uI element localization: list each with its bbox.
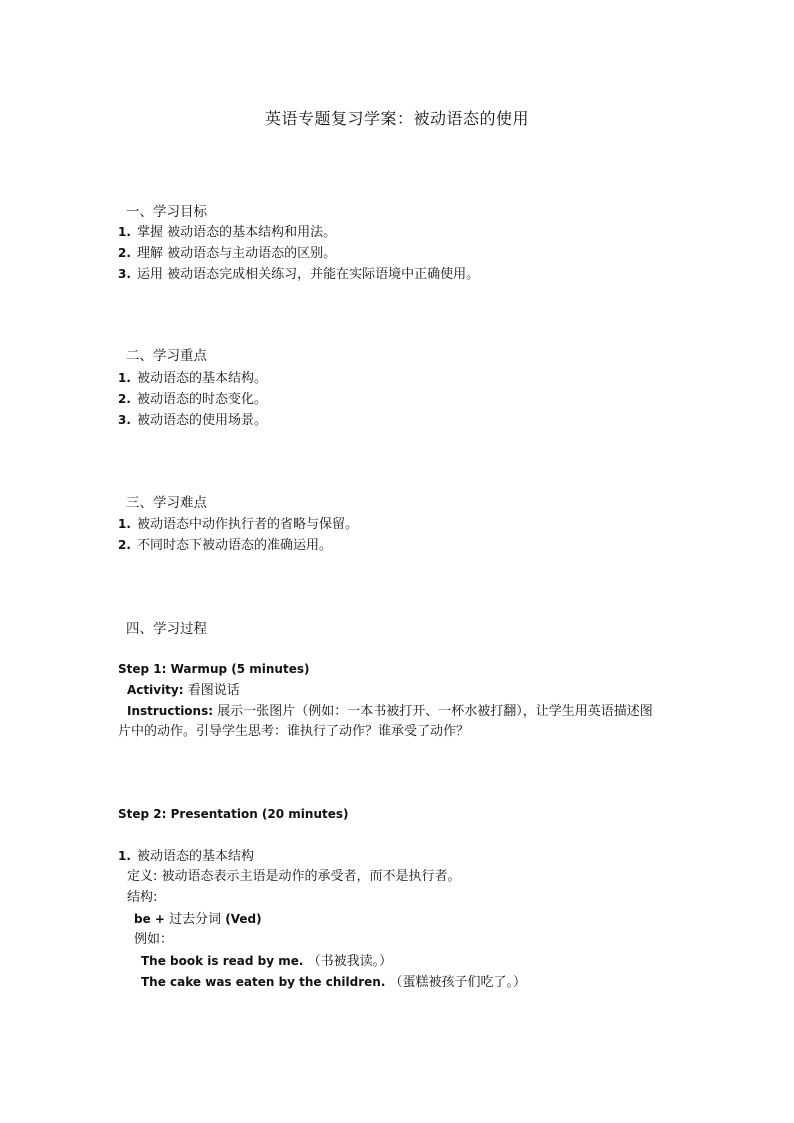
item-number: 1. bbox=[118, 849, 131, 863]
subheading-text: 被动语态的基本结构 bbox=[137, 849, 255, 864]
list-item bbox=[118, 222, 698, 243]
list-item bbox=[118, 243, 698, 264]
example-english: The book is read by me. bbox=[141, 954, 304, 968]
item-text: 不同时态下被动语态的准确运用。 bbox=[137, 538, 333, 553]
item-text: 理解 被动语态与主动语态的区别。 bbox=[137, 246, 337, 261]
item-number: 2. bbox=[118, 392, 131, 406]
item-number: 1. bbox=[118, 371, 131, 385]
example-label: 例如： bbox=[134, 932, 174, 947]
example-sentence bbox=[141, 972, 721, 993]
step2-title: Step 2: Presentation (20 minutes) bbox=[118, 807, 349, 821]
section-heading-difficulties: 三、学习难点 bbox=[126, 495, 207, 511]
section-heading-key-points: 二、学习重点 bbox=[126, 348, 207, 364]
item-text: 被动语态的时态变化。 bbox=[137, 392, 268, 407]
list-item bbox=[118, 535, 698, 556]
structure-formula bbox=[134, 909, 714, 930]
item-number: 2. bbox=[118, 246, 131, 260]
item-number: 1. bbox=[118, 517, 131, 531]
structure-label: 结构: bbox=[127, 890, 158, 905]
document-title: 英语专题复习学案：被动语态的使用 bbox=[264, 109, 529, 128]
example-sentence bbox=[141, 951, 721, 972]
instructions-continuation: 片中的动作。引导学生思考：谁执行了动作？谁承受了动作？ bbox=[118, 724, 470, 739]
example-chinese: （书被我读。） bbox=[307, 954, 393, 969]
step2-subheading bbox=[118, 846, 698, 867]
item-number: 2. bbox=[118, 538, 131, 552]
step1-activity bbox=[127, 680, 707, 701]
list-item bbox=[118, 389, 698, 410]
formula-ved: (Ved) bbox=[225, 912, 262, 926]
instructions-text: 展示一张图片（例如：一本书被打开、一杯水被打翻），让学生用英语描述图 bbox=[217, 704, 653, 719]
instructions-label: Instructions: bbox=[127, 704, 214, 718]
formula-past-participle: 过去分词 bbox=[169, 912, 222, 927]
section-heading-objectives: 一、学习目标 bbox=[126, 204, 207, 220]
activity-text: 看图说话 bbox=[187, 683, 240, 698]
list-item bbox=[118, 514, 698, 535]
list-item bbox=[118, 368, 698, 389]
example-chinese: （蛋糕被孩子们吃了。） bbox=[389, 975, 527, 990]
item-number: 1. bbox=[118, 225, 131, 239]
activity-label: Activity: bbox=[127, 683, 184, 697]
item-text: 被动语态中动作执行者的省略与保留。 bbox=[137, 517, 359, 532]
item-number: 3. bbox=[118, 413, 131, 427]
item-text: 运用 被动语态完成相关练习，并能在实际语境中正确使用。 bbox=[137, 267, 480, 282]
step1-title: Step 1: Warmup (5 minutes) bbox=[118, 662, 310, 676]
example-english: The cake was eaten by the children. bbox=[141, 975, 386, 989]
item-number: 3. bbox=[118, 267, 131, 281]
item-text: 掌握 被动语态的基本结构和用法。 bbox=[137, 225, 337, 240]
list-item bbox=[118, 264, 698, 285]
item-text: 被动语态的使用场景。 bbox=[137, 413, 268, 428]
definition-line: 定义: 被动语态表示主语是动作的承受者，而不是执行者。 bbox=[127, 869, 461, 884]
section-heading-process: 四、学习过程 bbox=[126, 621, 207, 637]
formula-be: be + bbox=[134, 912, 165, 926]
list-item bbox=[118, 410, 698, 431]
step1-instructions bbox=[127, 701, 707, 722]
item-text: 被动语态的基本结构。 bbox=[137, 371, 268, 386]
